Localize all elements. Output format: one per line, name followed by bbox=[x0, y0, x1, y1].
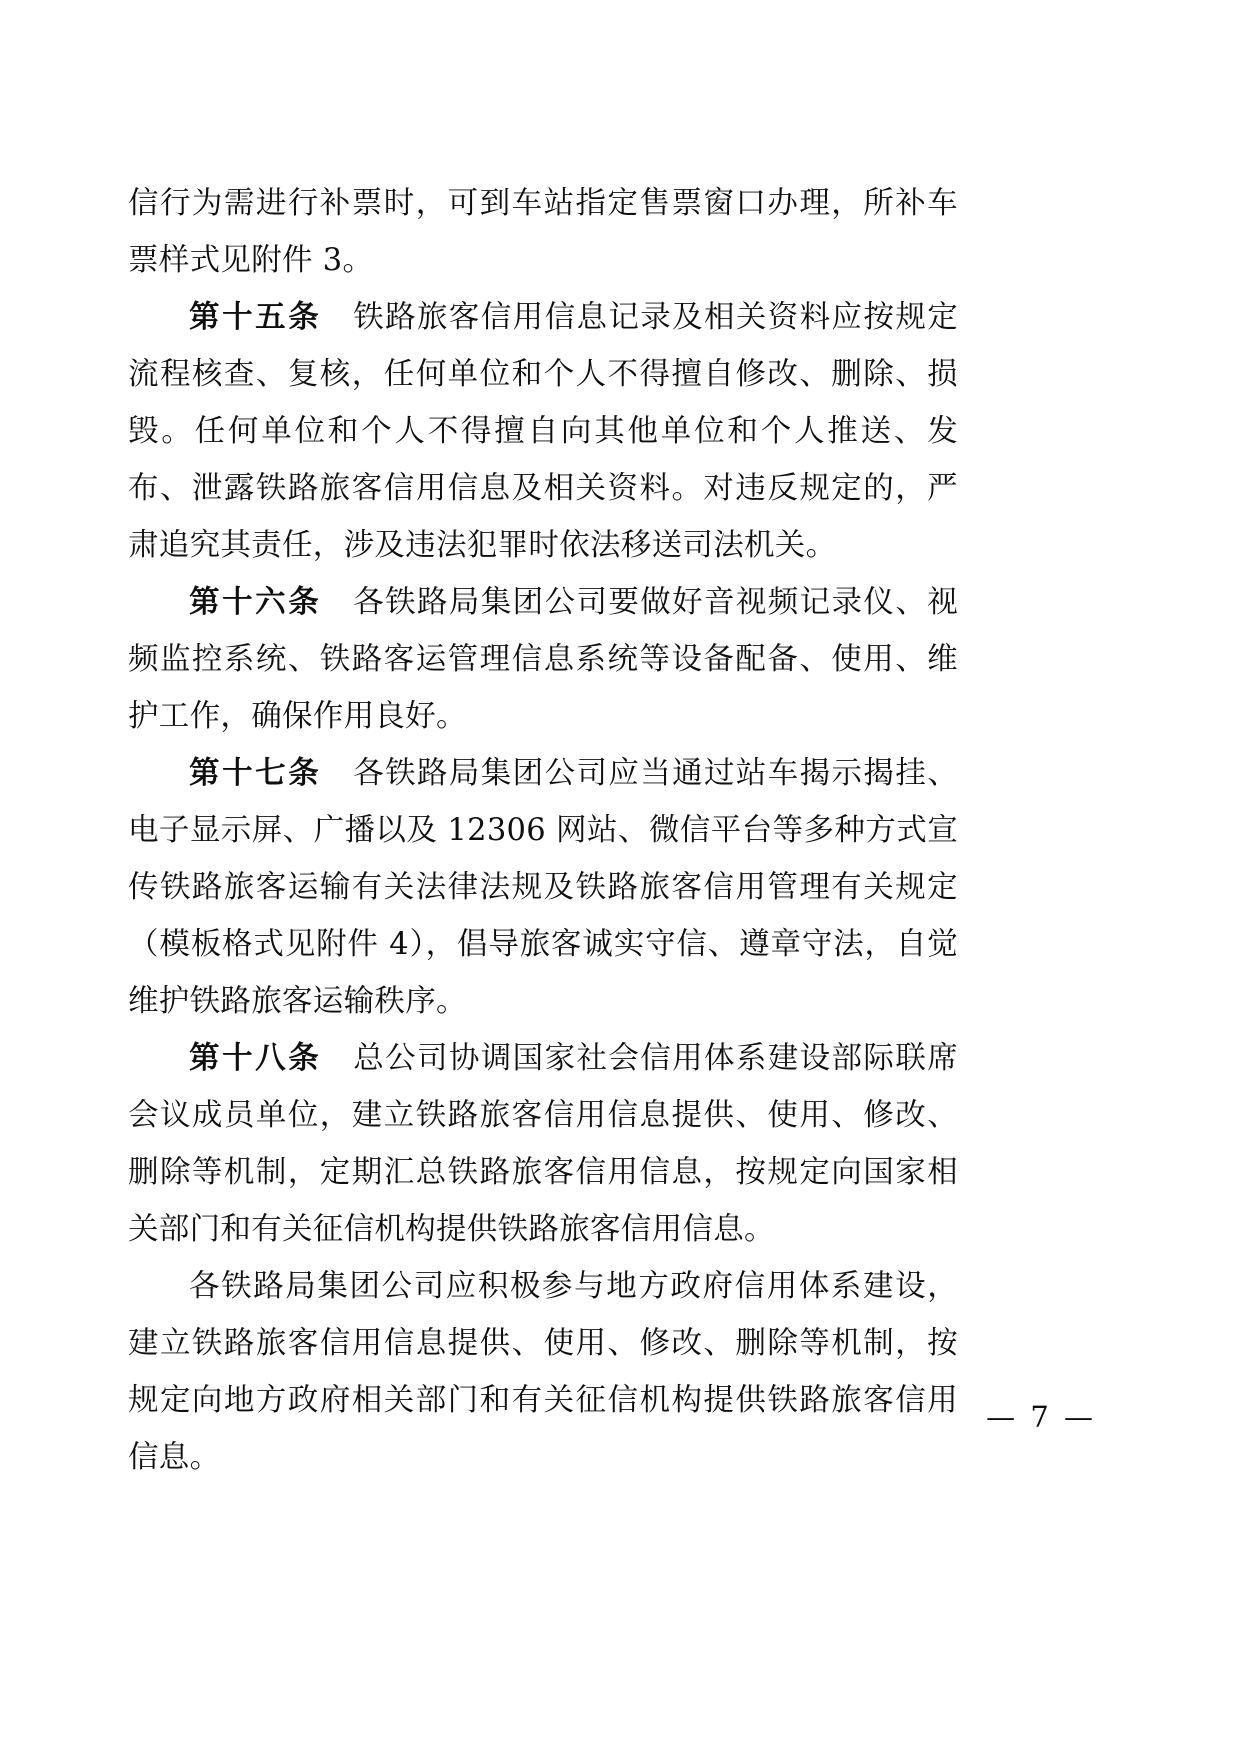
document-body bbox=[128, 175, 958, 1486]
article-label-16: 第十六条 bbox=[189, 584, 322, 620]
paragraph-article-18-second bbox=[128, 1258, 958, 1486]
article-label-17: 第十七条 bbox=[189, 755, 322, 791]
paragraph-article-17 bbox=[128, 745, 958, 1030]
paragraph-text-18-second: 各铁路局集团公司应积极参与地方政府信用体系建设，建立铁路旅客信用信息提供、使用、修改、删除等机制，按规定向地方政府相关部门和有关征信机构提供铁路旅客信用信息。 bbox=[128, 1269, 958, 1475]
paragraph-text-16: 各铁路局集团公司要做好音视频记录仪、视频监控系统、铁路客运管理信息系统等设备配备、使用、维护工作，确保作用良好。 bbox=[128, 585, 959, 734]
article-label-15: 第十五条 bbox=[189, 299, 322, 335]
paragraph-article-16 bbox=[128, 574, 958, 745]
paragraph-text-17: 各铁路局集团公司应当通过站车揭示揭挂、电子显示屏、广播以及 12306 网站、微信平台等多种方式宣传铁路旅客运输有关法律法规及铁路旅客信用管理有关规定（模板格式见附件 4），倡导旅客诚实守信、遵章守法，自觉维护铁路旅客运输秩序。 bbox=[128, 756, 959, 1019]
paragraph-text-15: 铁路旅客信用信息记录及相关资料应按规定流程核查、复核，任何单位和个人不得擅自修改、删除、损毁。任何单位和个人不得擅自向其他单位和个人推送、发布、泄露铁路旅客信用信息及相关资料。对违反规定的，严肃追究其责任，涉及违法犯罪时依法移送司法机关。 bbox=[128, 300, 959, 563]
paragraph-continuation bbox=[128, 175, 958, 289]
page-number: — 7 — bbox=[986, 1400, 1096, 1434]
article-label-18: 第十八条 bbox=[189, 1040, 322, 1076]
paragraph-article-18 bbox=[128, 1030, 958, 1258]
paragraph-article-15 bbox=[128, 289, 958, 574]
paragraph-text-18: 总公司协调国家社会信用体系建设部际联席会议成员单位，建立铁路旅客信用信息提供、使用、修改、删除等机制，定期汇总铁路旅客信用信息，按规定向国家相关部门和有关征信机构提供铁路旅客信用信息。 bbox=[128, 1041, 959, 1247]
paragraph-text-continuation: 信行为需进行补票时，可到车站指定售票窗口办理，所补车票样式见附件 3。 bbox=[128, 186, 958, 278]
